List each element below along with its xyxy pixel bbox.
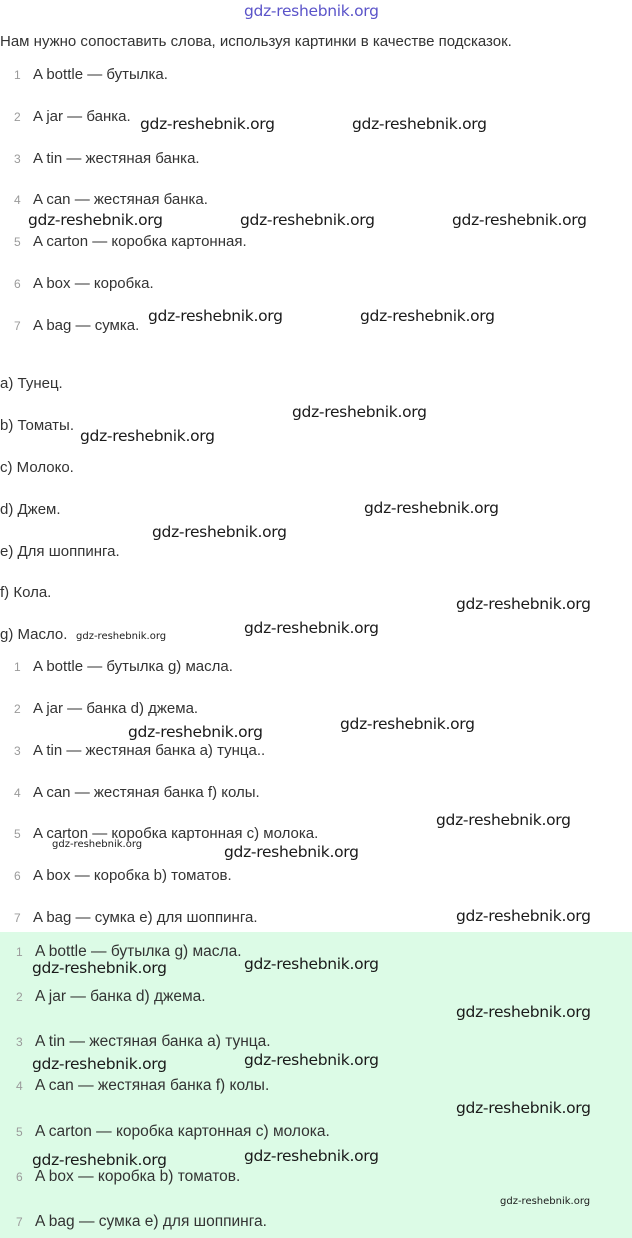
item-text: A box — коробка. <box>33 275 154 292</box>
item-number: 7 <box>14 911 21 925</box>
watermark: gdz-reshebnik.org <box>28 211 163 229</box>
answer-item <box>16 1077 269 1095</box>
watermark: gdz-reshebnik.org <box>128 723 263 741</box>
item-text: A box — коробка b) томатов. <box>33 867 232 884</box>
item-number: 3 <box>14 152 21 166</box>
option-item: a) Тунец. <box>0 375 63 392</box>
option-item: c) Молоко. <box>0 459 74 476</box>
watermark: gdz-reshebnik.org <box>244 955 379 973</box>
watermark: gdz-reshebnik.org <box>244 1147 379 1165</box>
match-item <box>14 784 260 801</box>
watermark: gdz-reshebnik.org <box>148 307 283 325</box>
item-number: 1 <box>14 68 21 82</box>
item-text: A box — коробка b) томатов. <box>35 1168 241 1185</box>
match-item <box>14 909 258 926</box>
item-number: 6 <box>14 869 21 883</box>
item-number: 1 <box>16 945 23 959</box>
watermark: gdz-reshebnik.org <box>244 1051 379 1069</box>
task-intro: Нам нужно сопоставить слова, используя картинки в качестве подсказок. <box>0 33 512 50</box>
answer-item <box>16 1033 271 1051</box>
option-item: g) Масло. <box>0 626 68 643</box>
word-item <box>14 66 168 83</box>
header-watermark[interactable]: gdz-reshebnik.org <box>244 2 379 20</box>
watermark: gdz-reshebnik.org <box>244 619 379 637</box>
match-item <box>14 867 232 884</box>
watermark: gdz-reshebnik.org <box>152 523 287 541</box>
item-number: 1 <box>14 660 21 674</box>
item-text: A bottle — бутылка g) масла. <box>33 658 233 675</box>
watermark: gdz-reshebnik.org <box>32 1151 167 1169</box>
match-item <box>14 658 233 675</box>
item-text: A carton — коробка картонная c) молока. <box>35 1123 330 1140</box>
item-number: 5 <box>14 827 21 841</box>
item-text: A can — жестяная банка. <box>33 191 208 208</box>
word-item <box>14 150 200 167</box>
watermark: gdz-reshebnik.org <box>364 499 499 517</box>
item-number: 2 <box>14 702 21 716</box>
watermark: gdz-reshebnik.org <box>452 211 587 229</box>
watermark: gdz-reshebnik.org <box>340 715 475 733</box>
word-item <box>14 191 208 208</box>
item-text: A jar — банка. <box>33 108 131 125</box>
option-item: f) Кола. <box>0 584 52 601</box>
watermark: gdz-reshebnik.org <box>360 307 495 325</box>
watermark: gdz-reshebnik.org <box>32 959 167 977</box>
word-item <box>14 233 247 250</box>
item-text: A bottle — бутылка g) масла. <box>35 943 242 960</box>
item-text: A jar — банка d) джема. <box>35 988 206 1005</box>
watermark: gdz-reshebnik.org <box>292 403 427 421</box>
watermark: gdz-reshebnik.org <box>352 115 487 133</box>
item-number: 2 <box>16 990 23 1004</box>
item-number: 3 <box>16 1035 23 1049</box>
watermark: gdz-reshebnik.org <box>76 631 167 642</box>
watermark: gdz-reshebnik.org <box>240 211 375 229</box>
item-number: 6 <box>16 1170 23 1184</box>
item-text: A tin — жестяная банка a) тунца.. <box>33 742 266 759</box>
item-number: 4 <box>14 193 21 207</box>
watermark: gdz-reshebnik.org <box>456 1003 591 1021</box>
item-number: 7 <box>16 1215 23 1229</box>
watermark: gdz-reshebnik.org <box>456 1099 591 1117</box>
word-item <box>14 317 139 334</box>
word-item <box>14 108 131 125</box>
watermark: gdz-reshebnik.org <box>436 811 571 829</box>
watermark: gdz-reshebnik.org <box>456 595 591 613</box>
item-number: 5 <box>14 235 21 249</box>
item-text: A bag — сумка e) для шоппинга. <box>35 1213 267 1230</box>
answer-item <box>16 1213 267 1231</box>
watermark: gdz-reshebnik.org <box>32 1055 167 1073</box>
option-item: d) Джем. <box>0 501 61 518</box>
watermark: gdz-reshebnik.org <box>456 907 591 925</box>
item-text: A bag — сумка. <box>33 317 140 334</box>
item-number: 4 <box>16 1079 23 1093</box>
item-number: 5 <box>16 1125 23 1139</box>
item-text: A carton — коробка картонная. <box>33 233 247 250</box>
item-text: A tin — жестяная банка. <box>33 150 200 167</box>
item-text: A bag — сумка e) для шоппинга. <box>33 909 258 926</box>
item-number: 6 <box>14 277 21 291</box>
watermark: gdz-reshebnik.org <box>80 427 215 445</box>
watermark: gdz-reshebnik.org <box>224 843 359 861</box>
item-number: 3 <box>14 744 21 758</box>
answer-item <box>16 1123 330 1141</box>
watermark: gdz-reshebnik.org <box>500 1196 591 1207</box>
item-number: 4 <box>14 786 21 800</box>
word-item <box>14 275 154 292</box>
watermark: gdz-reshebnik.org <box>140 115 275 133</box>
watermark: gdz-reshebnik.org <box>52 839 143 850</box>
item-text: A can — жестяная банка f) колы. <box>35 1077 270 1094</box>
item-number: 7 <box>14 319 21 333</box>
match-item <box>14 700 198 717</box>
option-item: b) Томаты. <box>0 417 74 434</box>
item-text: A bottle — бутылка. <box>33 66 168 83</box>
answer-item <box>16 1168 240 1186</box>
item-text: A carton — коробка картонная c) молока. <box>33 825 319 842</box>
option-item: e) Для шоппинга. <box>0 543 120 560</box>
item-text: A can — жестяная банка f) колы. <box>33 784 260 801</box>
match-item <box>14 742 265 759</box>
answer-item <box>16 988 206 1006</box>
item-text: A tin — жестяная банка a) тунца. <box>35 1033 271 1050</box>
item-number: 2 <box>14 110 21 124</box>
item-text: A jar — банка d) джема. <box>33 700 199 717</box>
